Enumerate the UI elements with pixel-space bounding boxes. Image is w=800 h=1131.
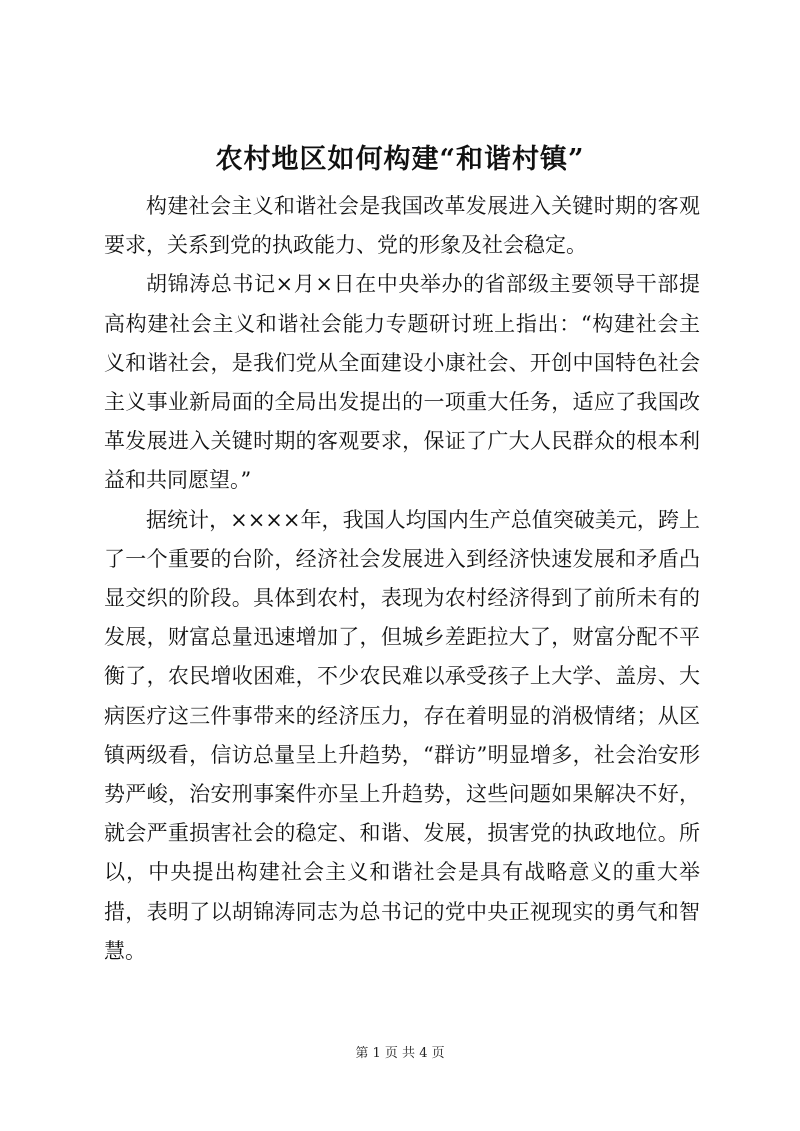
- paragraph-intro: 构建社会主义和谐社会是我国改革发展进入关键时期的客观要求，关系到党的执政能力、党的形象及社会稳定。: [104, 194, 700, 258]
- page-title: 农村地区如何构建“和谐村镇”: [215, 144, 585, 175]
- paragraph-statistics: 据统计，××××年，我国人均国内生产总值突破美元，跨上了一个重要的台阶，经济社会发展进入到经济快速发展和矛盾凸显交织的阶段。具体到农村，表现为农村经济得到了前所未有的发展，财富总量迅速增加了，但城乡差距拉大了，财富分配不平衡了，农民增收困难，不少农民难以承受孩子上大学、盖房、大病医疗这三件事带来的经济压力，存在着明显的消极情绪；从区镇两级看，信访总量呈上升趋势，“群访”明显增多，社会治安形势严峻，治安刑事案件亦呈上升趋势，这些问题如果解决不好，就会严重损害社会的稳定、和谐、发展，损害党的执政地位。所以，中央提出构建社会主义和谐社会是具有战略意义的重大举措，表明了以胡锦涛同志为总书记的党中央正视现实的勇气和智慧。: [104, 507, 700, 963]
- document-body: [104, 187, 700, 971]
- page-number-footer: 第 1 页 共 4 页: [355, 1046, 445, 1061]
- paragraph-quote: 胡锦涛总书记×月×日在中央举办的省部级主要领导干部提高构建社会主义和谐社会能力专题研讨班上指出：“构建社会主义和谐社会，是我们党从全面建设小康社会、开创中国特色社会主义事业新局面的全局出发提出的一项重大任务，适应了我国改革发展进入关键时期的客观要求，保证了广大人民群众的根本利益和共同愿望。”: [104, 272, 700, 493]
